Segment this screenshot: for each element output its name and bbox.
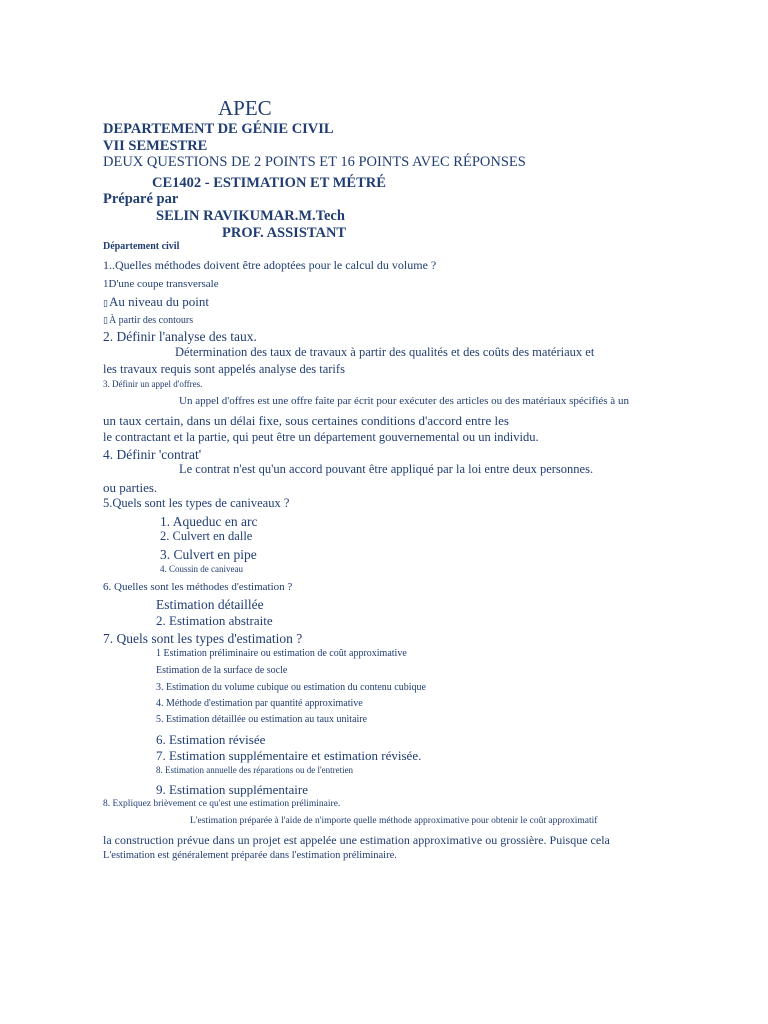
answer-1-2-row — [103, 295, 209, 309]
answer-3-line-3: le contractant et la partie, qui peut être un département gouvernemental ou un individu. — [103, 430, 539, 444]
answer-3-line-2: un taux certain, dans un délai fixe, sous certaines conditions d'accord entre les — [103, 413, 509, 428]
answer-6-2: 2. Estimation abstraite — [156, 613, 273, 628]
answer-2-line-2: les travaux requis sont appelés analyse des tarifs — [103, 362, 345, 376]
answer-4-line-2: ou parties. — [103, 480, 158, 495]
answer-1-3-row — [103, 316, 193, 326]
author-name: SELIN RAVIKUMAR.M.Tech — [156, 208, 345, 224]
answer-2-line-1: Détermination des taux de travaux à partir des qualités et des coûts des matériaux et — [175, 345, 595, 359]
answer-5-2: 2. Culvert en dalle — [160, 529, 253, 543]
answer-7-7: 7. Estimation supplémentaire et estimation révisée. — [156, 748, 422, 763]
answer-7-1: 1 Estimation préliminaire ou estimation de coût approximative — [156, 648, 407, 659]
question-4: 4. Définir 'contrat' — [103, 447, 202, 462]
answer-7-3: 3. Estimation du volume cubique ou estimation du contenu cubique — [156, 682, 426, 693]
answer-6-1: Estimation détaillée — [156, 597, 264, 612]
org-title: APEC — [218, 96, 272, 120]
question-6: 6. Quelles sont les méthodes d'estimation ? — [103, 581, 293, 593]
answer-5-4: 4. Coussin de caniveau — [160, 564, 243, 574]
answer-8-line-2: la construction prévue dans un projet est appelée une estimation approximative ou grossière. Puisque cela — [103, 833, 610, 847]
answer-1-1: 1D'une coupe transversale — [103, 278, 219, 290]
department-small-label: Département civil — [103, 241, 180, 252]
missing-glyph-icon: ▯ — [103, 299, 108, 309]
document-subtitle: DEUX QUESTIONS DE 2 POINTS ET 16 POINTS AVEC RÉPONSES — [103, 154, 526, 170]
prepared-by-label: Préparé par — [103, 191, 179, 207]
question-8: 8. Expliquez brièvement ce qu'est une estimation préliminaire. — [103, 799, 341, 809]
answer-7-8: 8. Estimation annuelle des réparations ou de l'entretien — [156, 765, 354, 775]
answer-7-9: 9. Estimation supplémentaire — [156, 782, 308, 797]
answer-7-5: 5. Estimation détaillée ou estimation au taux unitaire — [156, 714, 368, 725]
answer-5-3: 3. Culvert en pipe — [160, 547, 257, 562]
question-7: 7. Quels sont les types d'estimation ? — [103, 631, 303, 646]
answer-7-2: Estimation de la surface de socle — [156, 665, 288, 676]
answer-3-line-1: Un appel d'offres est une offre faite par écrit pour exécuter des articles ou des matériaux spécifiés à un — [179, 395, 629, 407]
question-2: 2. Définir l'analyse des taux. — [103, 329, 257, 344]
question-1: 1..Quelles méthodes doivent être adoptées pour le calcul du volume ? — [103, 258, 437, 272]
question-5: 5.Quels sont les types de caniveaux ? — [103, 496, 290, 510]
course-title: CE1402 - ESTIMATION ET MÉTRÉ — [152, 175, 386, 191]
answer-4-line-1: Le contrat n'est qu'un accord pouvant être appliqué par la loi entre deux personnes. — [179, 462, 594, 476]
author-position: PROF. ASSISTANT — [222, 225, 347, 241]
answer-7-4: 4. Méthode d'estimation par quantité approximative — [156, 698, 363, 709]
answer-7-6: 6. Estimation révisée — [156, 732, 266, 747]
answer-8-line-1: L'estimation préparée à l'aide de n'importe quelle méthode approximative pour obtenir le coût approximatif — [190, 816, 598, 826]
question-3: 3. Définir un appel d'offres. — [103, 379, 203, 389]
answer-8-line-3: L'estimation est généralement préparée dans l'estimation préliminaire. — [103, 850, 397, 861]
missing-glyph-icon: ▯ — [103, 316, 108, 326]
answer-1-3: À partir des contours — [108, 315, 194, 326]
semester-heading: VII SEMESTRE — [103, 138, 208, 154]
department-heading: DEPARTEMENT DE GÉNIE CIVIL — [103, 121, 334, 137]
answer-1-2: Au niveau du point — [108, 294, 209, 309]
answer-5-1: 1. Aqueduc en arc — [160, 514, 258, 529]
